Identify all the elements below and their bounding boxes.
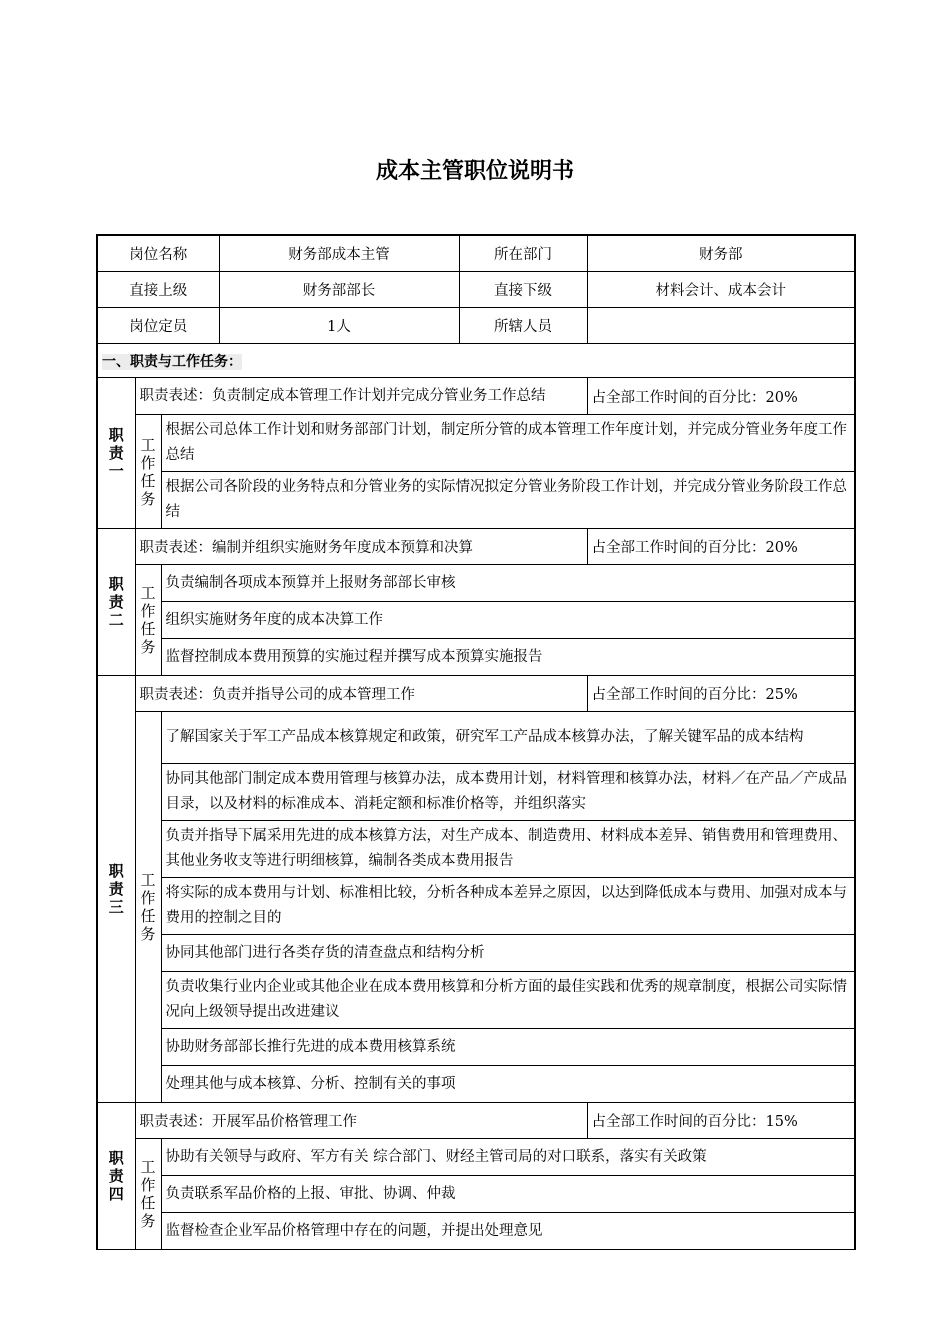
label-department: 所在部门 — [459, 235, 587, 272]
duty-4-task-2: 负责联系军品价格的上报、审批、协调、仲裁 — [161, 1176, 855, 1213]
duty-2-task-1: 负责编制各项成本预算并上报财务部部长审核 — [161, 565, 855, 602]
duty-3-label: 职 责 三 — [97, 676, 135, 1103]
value-department: 财务部 — [587, 235, 855, 272]
duty-1-statement-row — [97, 378, 855, 415]
duty-3-task-3: 负责并指导下属采用先进的成本核算方法，对生产成本、制造费用、材料成本差异、销售费用和管理费用、其他业务收支等进行明细核算，编制各类成本费用报告 — [161, 821, 855, 878]
duty-3-task-8: 处理其他与成本核算、分析、控制有关的事项 — [161, 1066, 855, 1103]
info-row-2 — [97, 272, 855, 308]
duty-1-task-2: 根据公司各阶段的业务特点和分管业务的实际情况拟定分管业务阶段工作计划，并完成分管业务阶段工作总结 — [161, 472, 855, 529]
duty-1-statement: 职责表述：负责制定成本管理工作计划并完成分管业务工作总结 — [135, 378, 587, 415]
duty-3-task-row — [97, 935, 855, 972]
label-direct-superior: 直接上级 — [97, 272, 219, 308]
info-row-3 — [97, 308, 855, 344]
duty-2-percent: 占全部工作时间的百分比：20% — [587, 529, 855, 565]
duty-3-statement: 职责表述：负责并指导公司的成本管理工作 — [135, 676, 587, 712]
job-description-table — [96, 234, 856, 1250]
label-staff-managed: 所辖人员 — [459, 308, 587, 344]
duty-3-task-row — [97, 1066, 855, 1103]
value-position-name: 财务部成本主管 — [219, 235, 459, 272]
duty-3-task-5: 协同其他部门进行各类存货的清查盘点和结构分析 — [161, 935, 855, 972]
section-heading-row — [97, 344, 855, 378]
duty-1-percent: 占全部工作时间的百分比：20% — [587, 378, 855, 415]
duty-2-task-label: 工 作 任 务 — [135, 565, 161, 676]
duty-2-task-row — [97, 565, 855, 602]
duty-3-task-row — [97, 821, 855, 878]
duty-1-task-1: 根据公司总体工作计划和财务部部门计划，制定所分管的成本管理工作年度计划，并完成分管业务年度工作总结 — [161, 415, 855, 472]
duty-2-task-row — [97, 602, 855, 639]
duty-4-statement: 职责表述：开展军品价格管理工作 — [135, 1103, 587, 1139]
duty-3-task-row — [97, 878, 855, 935]
duty-2-label: 职 责 二 — [97, 529, 135, 676]
duty-3-task-6: 负责收集行业内企业或其他企业在成本费用核算和分析方面的最佳实践和优秀的规章制度，根据公司实际情况向上级领导提出改进建议 — [161, 972, 855, 1029]
label-position-name: 岗位名称 — [97, 235, 219, 272]
value-direct-superior: 财务部部长 — [219, 272, 459, 308]
duty-3-task-2: 协同其他部门制定成本费用管理与核算办法，成本费用计划，材料管理和核算办法，材料／在产品／产成品目录，以及材料的标准成本、消耗定额和标准价格等，并组织落实 — [161, 764, 855, 821]
value-headcount: 1人 — [219, 308, 459, 344]
value-staff-managed — [587, 308, 855, 344]
duty-1-task-row — [97, 415, 855, 472]
duty-3-percent: 占全部工作时间的百分比：25% — [587, 676, 855, 712]
value-direct-subordinate: 材料会计、成本会计 — [587, 272, 855, 308]
duty-2-task-3: 监督控制成本费用预算的实施过程并撰写成本预算实施报告 — [161, 639, 855, 676]
duty-4-task-row — [97, 1213, 855, 1250]
page-title: 成本主管职位说明书 — [375, 159, 574, 184]
duty-3-task-label: 工 作 任 务 — [135, 712, 161, 1103]
duty-1-task-label: 工 作 任 务 — [135, 415, 161, 529]
duty-3-statement-row — [97, 676, 855, 712]
duty-3-task-4: 将实际的成本费用与计划、标准相比较，分析各种成本差异之原因，以达到降低成本与费用、加强对成本与费用的控制之目的 — [161, 878, 855, 935]
duty-3-task-row — [97, 712, 855, 764]
duty-1-task-row — [97, 472, 855, 529]
duty-2-task-2: 组织实施财务年度的成本决算工作 — [161, 602, 855, 639]
duty-4-task-row — [97, 1139, 855, 1176]
duty-4-statement-row — [97, 1103, 855, 1139]
label-direct-subordinate: 直接下级 — [459, 272, 587, 308]
duty-4-percent: 占全部工作时间的百分比：15% — [587, 1103, 855, 1139]
duty-3-task-row — [97, 764, 855, 821]
duty-4-task-row — [97, 1176, 855, 1213]
duty-4-task-1: 协助有关领导与政府、军方有关 综合部门、财经主管司局的对口联系，落实有关政策 — [161, 1139, 855, 1176]
duty-1-label: 职 责 一 — [97, 378, 135, 529]
duty-4-label: 职 责 四 — [97, 1103, 135, 1250]
duty-2-statement-row — [97, 529, 855, 565]
duty-4-task-label: 工 作 任 务 — [135, 1139, 161, 1250]
duty-3-task-7: 协助财务部部长推行先进的成本费用核算系统 — [161, 1029, 855, 1066]
duty-4-task-3: 监督检查企业军品价格管理中存在的问题，并提出处理意见 — [161, 1213, 855, 1250]
duty-3-task-row — [97, 1029, 855, 1066]
section-title: 一、职责与工作任务： — [102, 353, 242, 370]
duty-3-task-1: 了解国家关于军工产品成本核算规定和政策，研究军工产品成本核算办法，了解关键军品的成本结构 — [161, 712, 855, 764]
label-headcount: 岗位定员 — [97, 308, 219, 344]
info-row-1 — [97, 235, 855, 272]
duty-3-task-row — [97, 972, 855, 1029]
duty-2-task-row — [97, 639, 855, 676]
duty-2-statement: 职责表述：编制并组织实施财务年度成本预算和决算 — [135, 529, 587, 565]
